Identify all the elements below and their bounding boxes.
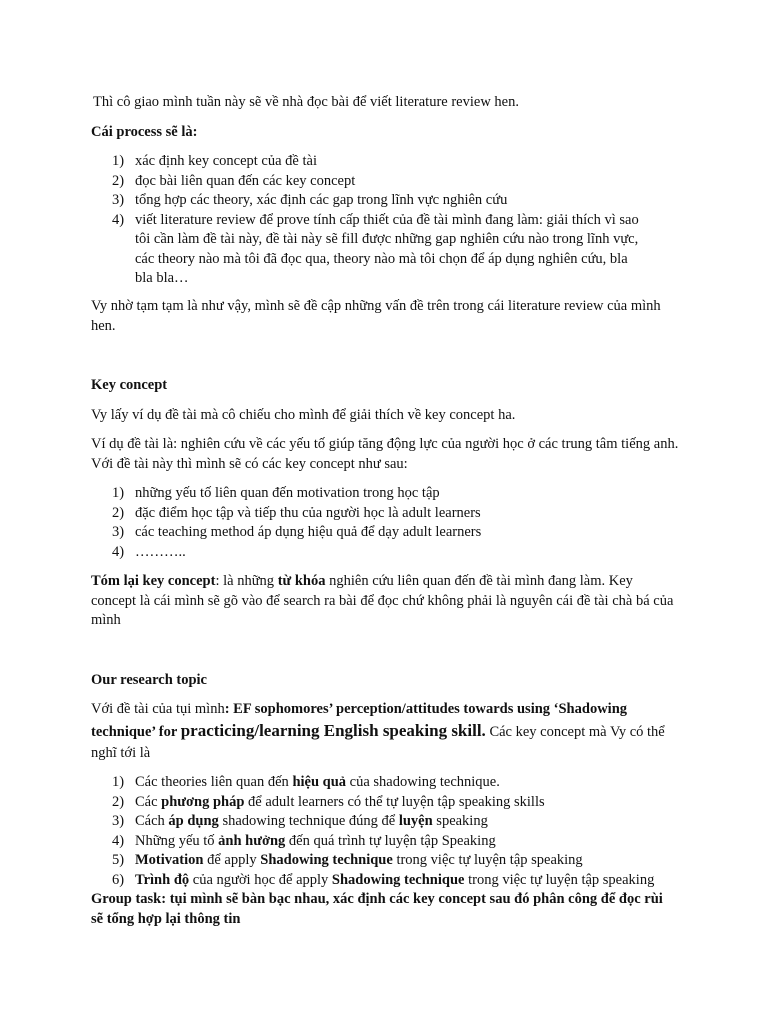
list-bold: hiệu quả	[292, 774, 347, 790]
list-text: đến quá trình tự luyện tập Speaking	[285, 832, 496, 849]
list-text: các teaching method áp dụng hiệu quả để dạy adult learners	[135, 524, 482, 540]
list-text: để apply	[203, 852, 261, 868]
list-number: 6)	[112, 871, 125, 888]
list-item	[91, 152, 691, 172]
list-text: Những yếu tố	[135, 832, 219, 849]
list-item	[91, 211, 645, 289]
research-text: Các key concept mà Vy có thể nghĩ tới là	[91, 724, 665, 761]
key-concept-summary	[91, 572, 681, 631]
list-bold: áp dụng	[168, 813, 219, 829]
list-item	[91, 523, 691, 543]
list-text: đặc điểm học tập và tiếp thu của người học là adult learners	[135, 504, 481, 521]
list-number: 2)	[112, 172, 125, 189]
research-topic-bold: : EF sophomores’ perception/attitudes towards using ‘Shadowing technique’ for	[91, 701, 628, 740]
summary-bold-term: Tóm lại key concept	[91, 573, 216, 589]
list-text: của người học để apply	[189, 871, 332, 888]
list-number: 4)	[112, 832, 125, 849]
research-concept-list	[91, 773, 691, 890]
list-item	[91, 484, 691, 504]
list-text: speaking	[432, 813, 488, 829]
list-bold: Shadowing technique	[331, 871, 465, 888]
list-number: 3)	[112, 192, 125, 208]
research-text: Với đề tài của tụi mình	[91, 701, 225, 717]
list-item	[91, 191, 691, 211]
list-text: trong việc tự luyện tập speaking	[464, 871, 655, 888]
list-text: viết literature review để prove tính cấp thiết của đề tài mình đang làm: giải thích vì sao tôi cần làm đề tài này, đề tài này sẽ fill được những gap nghiên cứu nào trong lĩnh vực, các theory nào mà tôi đã đọc qua, theory nào mà tôi chọn để áp dụng nghiên cứu, bla bla bla…	[135, 211, 639, 286]
list-item	[91, 871, 691, 891]
summary-bold-keyword: từ khóa	[277, 573, 326, 589]
list-text: ………..	[135, 543, 186, 560]
intro-paragraph: Thì cô giao mình tuần này sẽ về nhà đọc bài để viết literature review hen.	[93, 94, 519, 110]
list-number: 1)	[112, 774, 125, 790]
list-item	[91, 851, 691, 871]
summary-text: nghiên cứu liên quan đến đề tài mình đang làm. Key concept là cái mình sẽ gõ vào để search ra bài để đọc chứ không phải là nguyên cái đề tài chà bá của mình	[91, 573, 674, 628]
list-bold: Motivation	[135, 852, 204, 868]
research-topic-emphasis: practicing/learning English speaking skill.	[180, 721, 486, 740]
list-number: 5)	[112, 852, 125, 868]
list-number: 4)	[112, 543, 125, 560]
list-text: Cách	[135, 813, 169, 829]
list-text: xác định key concept của đề tài	[135, 153, 317, 169]
research-topic-paragraph	[91, 699, 666, 764]
list-text: trong việc tự luyện tập speaking	[392, 852, 583, 868]
list-bold: Shadowing technique	[260, 852, 393, 868]
list-number: 2)	[112, 793, 125, 810]
list-text: đọc bài liên quan đến các key concept	[135, 172, 356, 189]
key-concept-example: Ví dụ đề tài là: nghiên cứu về các yếu tố giúp tăng động lực của người học ở các trung tâm tiếng anh. Với đề tài này thì mình sẽ có các key concept như sau:	[91, 436, 679, 472]
group-task-paragraph: Group task: tụi mình sẽ bàn bạc nhau, xác định các key concept sau đó phân công để đọc rùi sẽ tổng hợp lại thông tin	[91, 891, 663, 927]
list-text: tổng hợp các theory, xác định các gap trong lĩnh vực nghiên cứu	[135, 192, 508, 208]
list-item	[91, 793, 691, 813]
list-text: của shadowing technique.	[346, 774, 500, 790]
vy-note-paragraph: Vy nhờ tạm tạm là như vậy, mình sẽ đề cập những vấn đề trên trong cái literature review của mình hen.	[91, 298, 661, 334]
key-concept-heading: Key concept	[91, 377, 168, 393]
list-text: shadowing technique đúng để	[218, 813, 399, 829]
list-number: 1)	[112, 485, 125, 501]
list-number: 3)	[112, 524, 125, 540]
list-text: Các	[135, 793, 162, 810]
summary-text: : là những	[215, 573, 278, 589]
list-item	[91, 504, 691, 524]
list-item	[91, 812, 691, 832]
list-bold: phương pháp	[161, 793, 245, 810]
key-concept-intro: Vy lấy ví dụ đề tài mà cô chiếu cho mình để giải thích về key concept ha.	[91, 407, 516, 423]
list-item	[91, 543, 691, 563]
process-list	[91, 152, 691, 289]
list-bold: ảnh hưởng	[218, 832, 286, 849]
list-text: Các theories liên quan đến	[135, 774, 293, 790]
list-bold: Trình độ	[135, 871, 190, 888]
list-text: những yếu tố liên quan đến motivation trong học tập	[135, 485, 440, 501]
list-number: 3)	[112, 813, 125, 829]
list-number: 4)	[112, 211, 125, 228]
list-item	[91, 773, 691, 793]
key-concept-list	[91, 484, 691, 562]
list-item	[91, 172, 691, 192]
list-bold: luyện	[398, 813, 433, 829]
process-heading: Cái process sẽ là:	[91, 124, 198, 140]
list-number: 1)	[112, 153, 125, 169]
list-number: 2)	[112, 504, 125, 521]
list-item	[91, 832, 691, 852]
research-heading: Our research topic	[91, 672, 207, 688]
list-text: để adult learners có thể tự luyện tập speaking skills	[244, 793, 545, 810]
